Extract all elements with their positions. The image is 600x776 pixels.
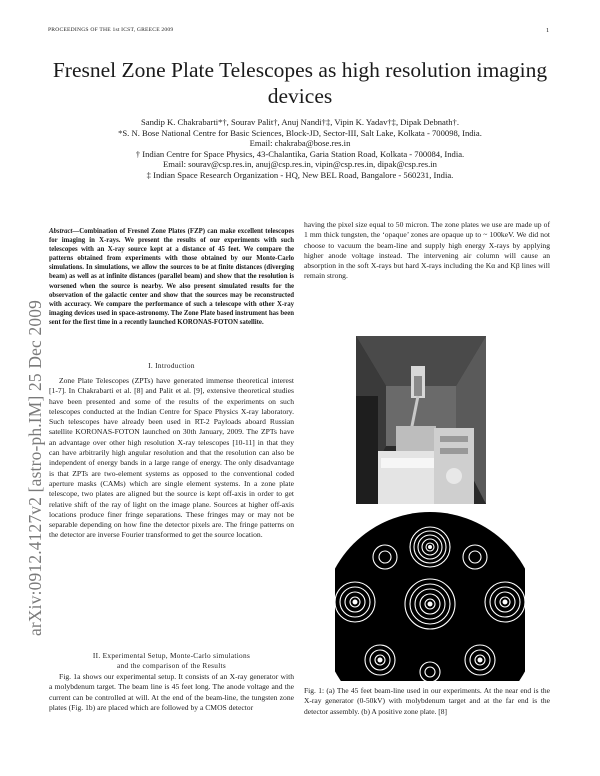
right-column-paragraph: having the pixel size equal to 50 micron. The zone plates we use are made up of 1 mm thick tungsten, the ‘opaque’ zones are opaque up to ~ 100keV. We did not choose to vacuum the beam-line and supply high energy X-rays by applying higher anode voltage instead. The intervening air column will cause an absorption in the soft X-rays but hard X-rays including the Kα and Kβ lines will remain strong. bbox=[304, 220, 550, 281]
running-head: PROCEEDINGS OF THE 1st ICST, GREECE 2009 bbox=[48, 27, 174, 33]
arxiv-stamp bbox=[10, 196, 45, 636]
beamline-photo bbox=[356, 336, 486, 504]
setup-paragraph: Fig. 1a shows our experimental setup. It consists of an X-ray generator with a molybdenum target. The beam line is 45 feet long. The anode voltage and the current can be controlled at will. At the end of the beam-line, the tungsten zone plates (Fig. 1b) are placed which are followed by a CMOS detector bbox=[49, 672, 294, 712]
figure-caption: Fig. 1: (a) The 45 feet beam-line used in our experiments. At the near end is the X-ray generator (0-50kV) with molybdenum target and at the far end is the detector assembly. (b) A positive zone plate. [8] bbox=[304, 686, 550, 716]
page-number: 1 bbox=[546, 27, 550, 34]
section-2-title bbox=[49, 651, 294, 671]
abstract-text: —Combination of Fresnel Zone Plates (FZP) can make excellent telescopes for imaging in X-rays. We present the results of our experiments with such telescopes with an X-ray source kept at a distance of 45 feet. We compare the patterns obtained from experiments with those obtained by our Monte-Carlo simulations. In simulations, we allow the sources to be at finite distances (diverging beam) as well as at infinite distances (parallel beam) and show that the resolution is worsened when the source is nearby. We also present simulated results for the observation of the galactic center and show that the sources may be reconstructed with accuracy. We compare the performance of such a telescope with other X-ray imaging devices used in space-astronomy. The Zone Plate based instrument has been sent for the first time in a recently launched KORONAS-FOTON satellite. bbox=[49, 228, 294, 326]
affiliation-1: *S. N. Bose National Centre for Basic Sciences, Block-JD, Sector-III, Salt Lake, Kolkata - 700098, India. bbox=[118, 127, 482, 138]
introduction-paragraph: Zone Plate Telescopes (ZPTs) have generated immense theoretical interest [1-7]. In Chakrabarti et al. [8] and Palit et al. [9], extensive theoretical studies have been presented and some of the results of the experiments on such telescopes conducted at the Indian Centre for Space Physics X-ray laboratory. Such telescopes have already been used in RT-2 Payloads aboard Russian satellite KORONAS-FOTON launched on 30th January, 2009. The ZPTs have an advantage over other high resolution X-ray telescopes [10-11] in that they can have arbitrarily high angular resolution and that the resolution can also be independent of energy bands in a large range of energy. The only disadvantage is that ZPTs are two-element systems as opposed to the conventional coded aperture masks (CAMs) which are single element systems. In a zone plate telescope, two plates are aligned but the source is kept off-axis in order to get relative shift of the ray of light on the image plane. Sources at higher off-axis locations produce finer fringe separations. These fringes may or may not be separable depending on how fine the detector pixels are. The fringe patterns on the detector are inverse Fourier transformed to get the source location. bbox=[49, 376, 294, 540]
section-1-title: I. Introduction bbox=[148, 361, 195, 370]
section-2-title-line1: II. Experimental Setup, Monte-Carlo simulations bbox=[92, 651, 251, 660]
email-2: Email: sourav@csp.res.in, anuj@csp.res.in, vipin@csp.res.in, dipak@csp.res.in bbox=[163, 159, 437, 170]
affiliation-3: ‡ Indian Space Research Organization - HQ, New BEL Road, Bangalore - 560231, India. bbox=[146, 169, 454, 180]
abstract bbox=[49, 227, 294, 327]
section-2-title-line2: and the comparison of the Results bbox=[117, 661, 226, 670]
paper-title: Fresnel Zone Plate Telescopes as high resolution imaging devices bbox=[52, 58, 548, 108]
author-names: Sandip K. Chakrabarti*†, Sourav Palit†, Anuj Nandi†‡, Vipin K. Yadav†‡, Dipak Debnath†. bbox=[141, 117, 459, 127]
zone-plate-image bbox=[335, 512, 525, 681]
arxiv-id: arXiv:0912.4127v2 [astro-ph.IM] 25 Dec 2009 bbox=[25, 299, 45, 636]
author-block bbox=[40, 117, 560, 181]
abstract-label: Abstract bbox=[49, 228, 73, 235]
affiliation-2: † Indian Centre for Space Physics, 43-Chalantika, Garia Station Road, Kolkata - 700084, India. bbox=[135, 148, 465, 159]
email-1: Email: chakraba@bose.res.in bbox=[249, 138, 351, 149]
